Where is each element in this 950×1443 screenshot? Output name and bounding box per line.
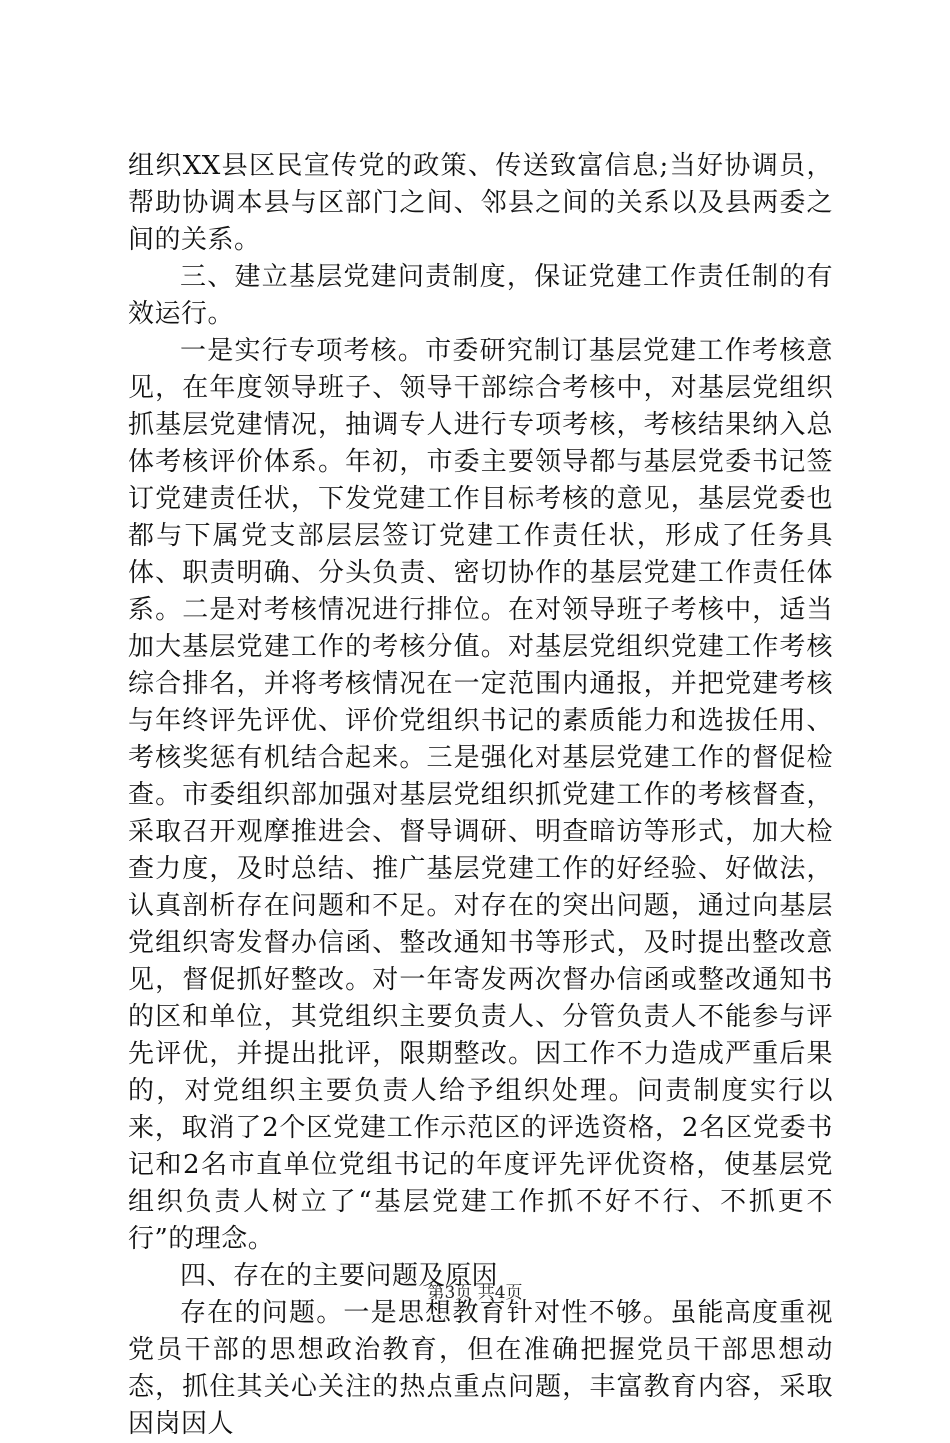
paragraph: 存在的问题。一是思想教育针对性不够。虽能高度重视党员干部的思想政治教育，但在准确把握党员干部思想动态，抓住其关心关注的热点重点问题，丰富教育内容，采取因岗因人 <box>128 1298 833 1439</box>
section-heading: 三、建立基层党建问责制度，保证党建工作责任制的有效运行。 <box>128 262 833 329</box>
paragraph: 一是实行专项考核。市委研究制订基层党建工作考核意见，在年度领导班子、领导干部综合考核中，对基层党组织抓基层党建情况，抽调专人进行专项考核，考核结果纳入总体考核评价体系。年初，市委主要领导都与基层党委书记签订党建责任状，下发党建工作目标考核的意见，基层党委也都与下属党支部层层签订党建工作责任状，形成了任务具体、职责明确、分头负责、密切协作的基层党建工作责任体系。二是对考核情况进行排位。在对领导班子考核中，适当加大基层党建工作的考核分值。对基层党组织党建工作考核综合排名，并将考核情况在一定范围内通报，并把党建考核与年终评先评优、评价党组织书记的素质能力和选拔任用、考核奖惩有机结合起来。三是强化对基层党建工作的督促检查。市委组织部加强对基层党组织抓党建工作的考核督查，采取召开观摩推进会、督导调研、明查暗访等形式，加大检查力度，及时总结、推广基层党建工作的好经验、好做法，认真剖析存在问题和不足。对存在的突出问题，通过向基层党组织寄发督办信函、整改通知书等形式，及时提出整改意见，督促抓好整改。对一年寄发两次督办信函或整改通知书的区和单位，其党组织主要负责人、分管负责人不能参与评先评优，并提出批评，限期整改。因工作不力造成严重后果的，对党组织主要负责人给予组织处理。问责制度实行以来，取消了2个区党建工作示范区的评选资格，2名区党委书记和2名市直单位党组书记的年度评先评优资格，使基层党组织负责人树立了“基层党建工作抓不好不行、不抓更不行”的理念。 <box>128 336 833 1254</box>
page-number-footer: 第3页 共4页 <box>427 1283 523 1303</box>
document-body <box>128 148 833 1443</box>
paragraph: 组织XX县区民宣传党的政策、传送致富信息;当好协调员，帮助协调本县与区部门之间、邻县之间的关系以及县两委之间的关系。 <box>128 151 833 255</box>
section-heading: 四、存在的主要问题及原因 <box>180 1261 499 1291</box>
